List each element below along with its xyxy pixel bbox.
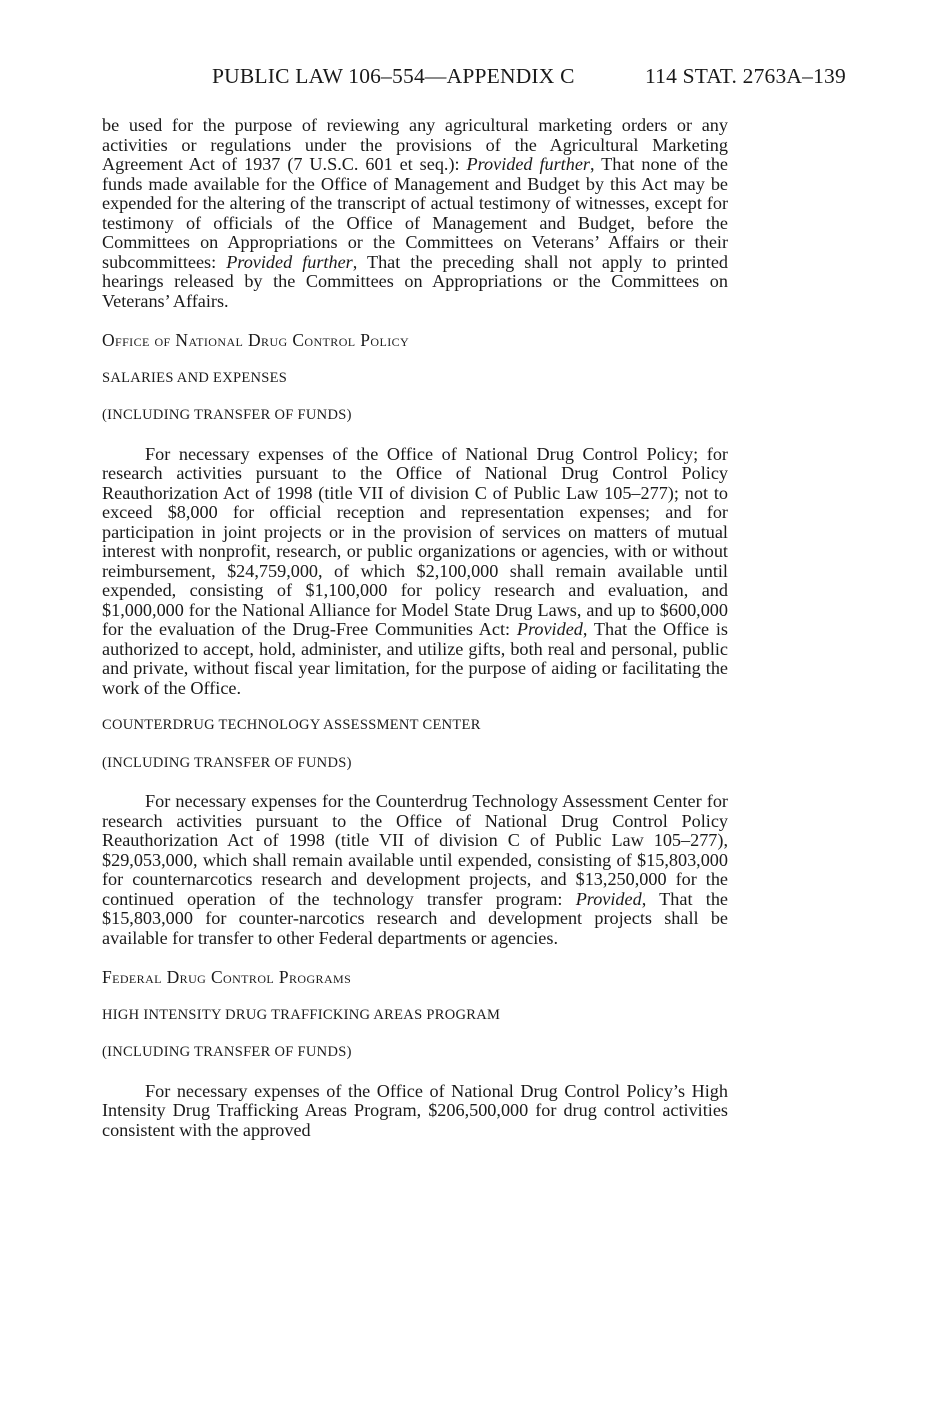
transfer-note: (INCLUDING TRANSFER OF FUNDS): [102, 754, 352, 771]
proviso-phrase: Provided further: [226, 251, 353, 272]
office-heading-fdcp: Federal Drug Control Programs: [102, 967, 352, 987]
office-heading-ondcp: Office of National Drug Control Policy: [102, 330, 410, 350]
ctac-paragraph: [102, 792, 728, 948]
paragraph-text: For necessary expenses of the Office of National Drug Control Policy; for research activities pursuant to the Office of National Drug Control Policy Reauthorization Act of 1998 (title VII of division C of Public Law 105–277); not to exceed $8,000 for official reception and representation expenses; and for participation in joint projects or in the provision of services on matters of mutual interest with nonprofit, research, or public organizations or agencies, with or without reimbursement, $24,759,000, of which $2,100,000 shall remain available until expended, consisting of $1,100,000 for policy research and evaluation, and $1,000,000 for the National Alliance for Model State Drug Laws, and up to $600,000 for the evaluation of the Drug-Free Communities Act:: [102, 443, 728, 639]
continued-paragraph: [102, 116, 728, 311]
ondcp-paragraph: [102, 445, 728, 699]
proviso-phrase: Provided: [516, 619, 583, 639]
subheading-salaries: SALARIES AND EXPENSES: [102, 369, 288, 386]
transfer-note: (INCLUDING TRANSFER OF FUNDS): [102, 1044, 352, 1060]
document-body: [102, 116, 728, 1140]
paragraph-text: For necessary expenses for the Counterdrug Technology Assessment Center for research activities pursuant to the Office of National Drug Control Policy Reauthorization Act of 1998 (title VII of division C of Public Law 105–277), $29,053,000, which shall remain available until expended, consisting of $15,803,000 for counternarcotics research and development projects, and $13,250,000 for the continued operation of the technology transfer program:: [102, 791, 728, 909]
header-stat-citation: 114 STAT. 2763A–139: [645, 64, 846, 88]
hidta-paragraph: For necessary expenses of the Office of National Drug Control Policy’s High Intensity Drug Trafficking Areas Program, $206,500,000 for drug control activities consistent with the approved: [102, 1080, 728, 1140]
transfer-note: (INCLUDING TRANSFER OF FUNDS): [102, 407, 352, 423]
paragraph-text: , That none of the funds made available for the Office of Management and Budget by this Act may be expended for the altering of the transcript of actual testimony of witnesses, except for testimony of officials of the Office of Management and Budget, before the Committees on Appropriations or the Committees on Veterans’ Affairs or their subcommittees:: [102, 154, 728, 272]
proviso-phrase: Provided: [575, 888, 642, 909]
subheading-hidta: HIGH INTENSITY DRUG TRAFFICKING AREAS PROGRAM: [102, 1006, 501, 1023]
paragraph-text: , That the preceding shall not apply to printed hearings released by the Committees on Appropriations or the Committees on Veterans’ Affairs.: [102, 251, 728, 311]
header-law-title: PUBLIC LAW 106–554—APPENDIX C: [212, 64, 575, 88]
paragraph-text: be used for the purpose of reviewing any agricultural marketing orders or any activities or regulations under the provisions of the Agricultural Marketing Agreement Act of 1937 (7 U.S.C. 601 et seq.):: [102, 115, 728, 174]
paragraph-text: , That the $15,803,000 for counter-narcotics research and development projects shall be available for transfer to other Federal departments or agencies.: [102, 888, 728, 948]
paragraph-text: , That the Office is authorized to accept, hold, administer, and utilize gifts, both real and personal, public and private, without fiscal year limitation, for the purpose of aiding or facilitating the work of the Office.: [102, 619, 729, 698]
subheading-ctac: COUNTERDRUG TECHNOLOGY ASSESSMENT CENTER: [102, 717, 481, 733]
proviso-phrase: Provided further: [466, 154, 590, 174]
